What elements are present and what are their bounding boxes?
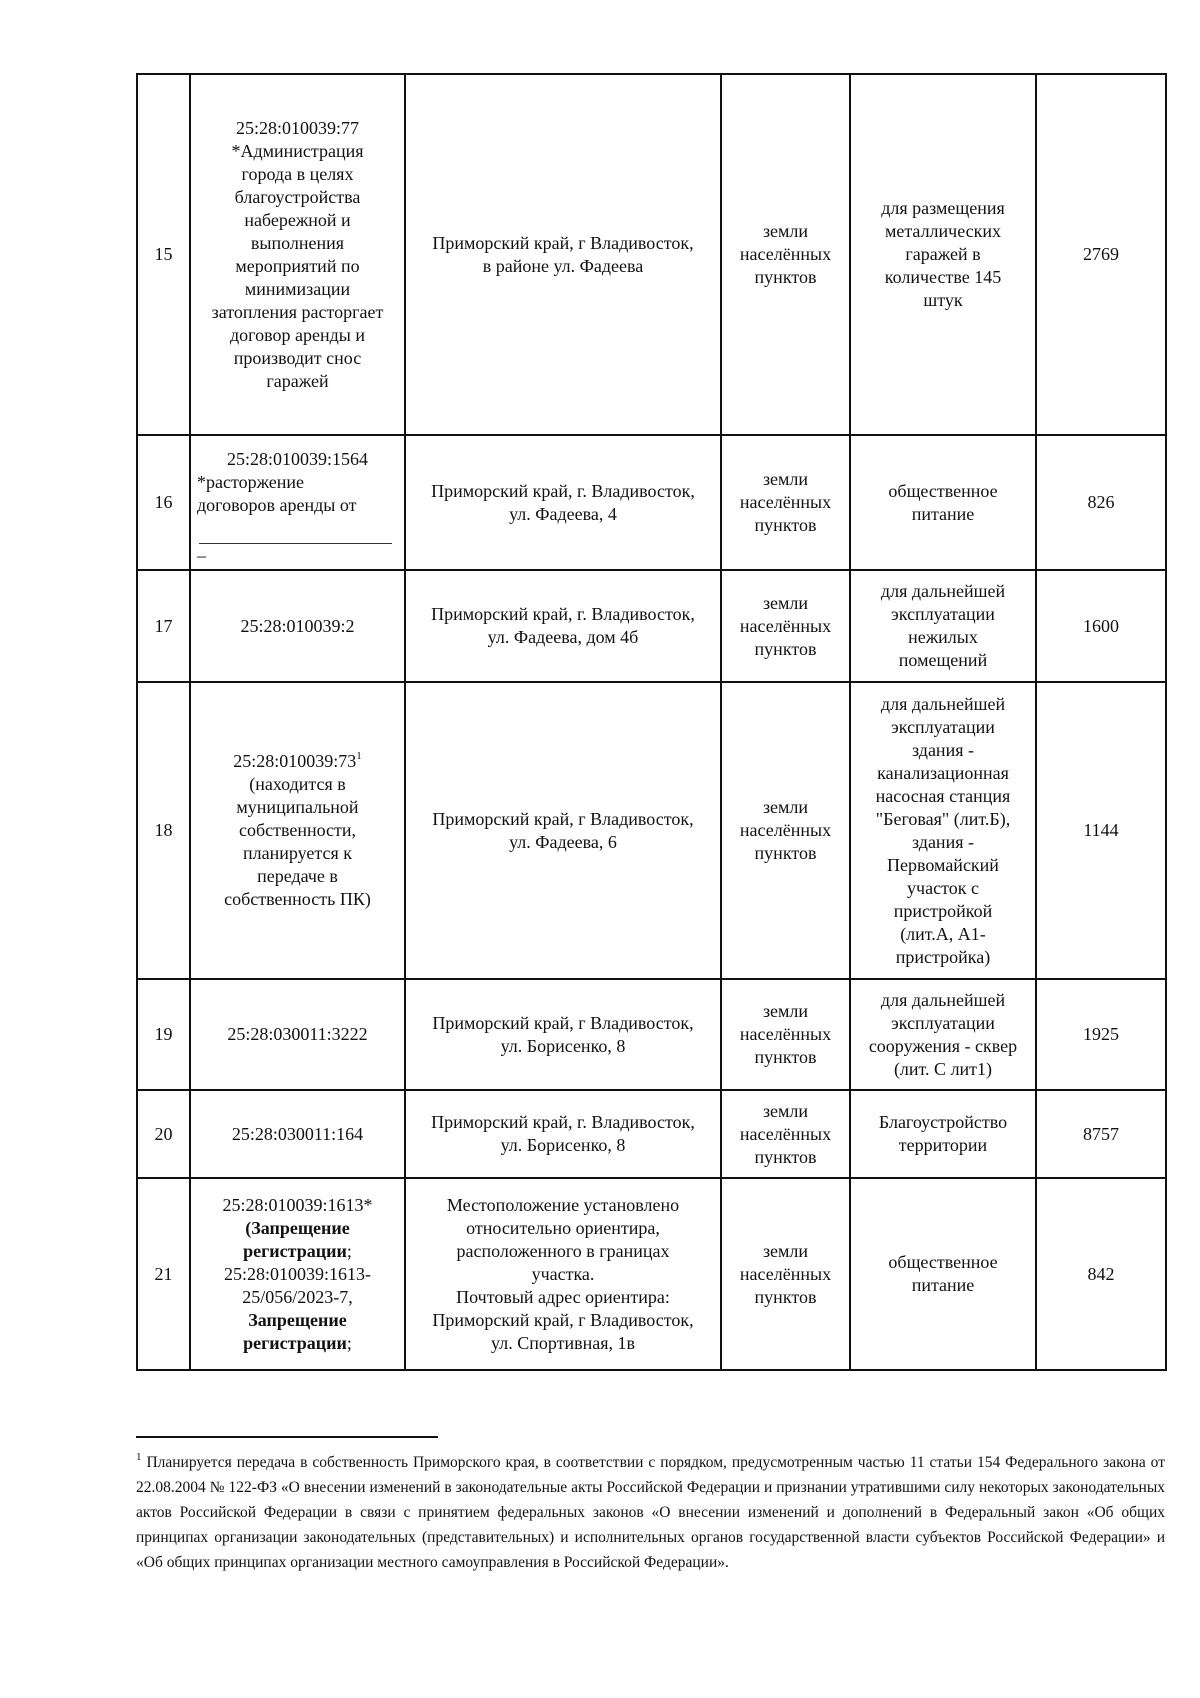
row-number: 15 bbox=[137, 74, 190, 435]
row-number: 18 bbox=[137, 682, 190, 979]
table-row bbox=[137, 1178, 1166, 1370]
footnote-text: Планируется передача в собственность Приморского края, в соответствии с порядком, предусмотренным частью 11 статьи 154 Федерального закона от 22.08.2004 № 122-ФЗ «О внесении изменений в законодательные акты Российской Федерации и признании утратившими силу некоторых законодательных актов Российской Федерации в связи с принятием федеральных законов «О внесении изменений и дополнений в Федеральный закон «Об общих принципах организации законодательных (представительных) и исполнительных органов государственной власти субъектов Российской Федерации» и «Об общих принципах организации местного самоуправления в Российской Федерации». bbox=[136, 1454, 1166, 1571]
row-number: 17 bbox=[137, 570, 190, 682]
table-row bbox=[137, 1090, 1166, 1178]
area-cell: 8757 bbox=[1036, 1090, 1166, 1178]
permitted-use-cell: для дальнейшей эксплуатации здания - канализационная насосная станция "Беговая" (лит.Б), здания - Первомайский участок с пристройкой (лит.А, А1- пристройка) bbox=[850, 682, 1036, 979]
address-cell: Приморский край, г Владивосток, ул. Фадеева, 6 bbox=[405, 682, 721, 979]
area-cell: 1600 bbox=[1036, 570, 1166, 682]
land-category-cell: земли населённых пунктов bbox=[721, 435, 850, 570]
land-plots-table bbox=[136, 73, 1167, 1371]
footnote-marker: 1 bbox=[356, 750, 362, 762]
permitted-use-cell: для дальнейшей эксплуатации сооружения - сквер (лит. С лит1) bbox=[850, 979, 1036, 1090]
land-category-cell: земли населённых пунктов bbox=[721, 570, 850, 682]
land-category-cell: земли населённых пунктов bbox=[721, 74, 850, 435]
address-cell: Приморский край, г. Владивосток, ул. Фадеева, дом 4б bbox=[405, 570, 721, 682]
land-category-cell: земли населённых пунктов bbox=[721, 979, 850, 1090]
row-number: 20 bbox=[137, 1090, 190, 1178]
permitted-use-cell: для размещения металлических гаражей в количестве 145 штук bbox=[850, 74, 1036, 435]
table-row bbox=[137, 435, 1166, 570]
permitted-use-cell: Благоустройство территории bbox=[850, 1090, 1036, 1178]
table-row bbox=[137, 74, 1166, 435]
permitted-use-cell: для дальнейшей эксплуатации нежилых помещений bbox=[850, 570, 1036, 682]
area-cell: 1144 bbox=[1036, 682, 1166, 979]
area-cell: 842 bbox=[1036, 1178, 1166, 1370]
address-cell: Приморский край, г Владивосток, в районе ул. Фадеева bbox=[405, 74, 721, 435]
cadastral-cell: $25:28:010039:73^1$ (находится в муниципальной собственности, планируется к передаче в собственность ПК) bbox=[190, 682, 405, 979]
address-cell: Приморский край, г. Владивосток, ул. Фадеева, 4 bbox=[405, 435, 721, 570]
cadastral-cell: 25:28:030011:164 bbox=[190, 1090, 405, 1178]
row-number: 16 bbox=[137, 435, 190, 570]
land-category-cell: земли населённых пунктов bbox=[721, 1090, 850, 1178]
address-cell: Местоположение установлено относительно ориентира, расположенного в границах участка. Почтовый адрес ориентира: Приморский край, г Владивосток, ул. Спортивная, 1в bbox=[405, 1178, 721, 1370]
footnote-separator bbox=[136, 1436, 438, 1438]
land-category-cell: земли населённых пунктов bbox=[721, 1178, 850, 1370]
area-cell: 826 bbox=[1036, 435, 1166, 570]
table-row bbox=[137, 682, 1166, 979]
row-number: 19 bbox=[137, 979, 190, 1090]
address-cell: Приморский край, г. Владивосток, ул. Борисенко, 8 bbox=[405, 1090, 721, 1178]
row-number: 21 bbox=[137, 1178, 190, 1370]
area-cell: 2769 bbox=[1036, 74, 1166, 435]
table-row bbox=[137, 570, 1166, 682]
area-cell: 1925 bbox=[1036, 979, 1166, 1090]
address-cell: Приморский край, г Владивосток, ул. Борисенко, 8 bbox=[405, 979, 721, 1090]
land-category-cell: земли населённых пунктов bbox=[721, 682, 850, 979]
cadastral-cell: 25:28:030011:3222 bbox=[190, 979, 405, 1090]
cadastral-cell: 25:28:010039:1564 *расторжение договоров аренды от _ bbox=[190, 435, 405, 570]
footnote-marker: 1 bbox=[136, 1451, 142, 1463]
blank-date-line bbox=[199, 517, 392, 544]
cadastral-cell: 25:28:010039:1613* (Запрещение регистрации; 25:28:010039:1613- 25/056/2023-7, Запрещение регистрации; bbox=[190, 1178, 405, 1370]
footnote bbox=[136, 1450, 1165, 1575]
cadastral-cell: 25:28:010039:77 *Администрация города в целях благоустройства набережной и выполнения мероприятий по минимизации затопления расторгает договор аренды и производит снос гаражей bbox=[190, 74, 405, 435]
permitted-use-cell: общественное питание bbox=[850, 1178, 1036, 1370]
cadastral-cell: 25:28:010039:2 bbox=[190, 570, 405, 682]
table-row bbox=[137, 979, 1166, 1090]
permitted-use-cell: общественное питание bbox=[850, 435, 1036, 570]
